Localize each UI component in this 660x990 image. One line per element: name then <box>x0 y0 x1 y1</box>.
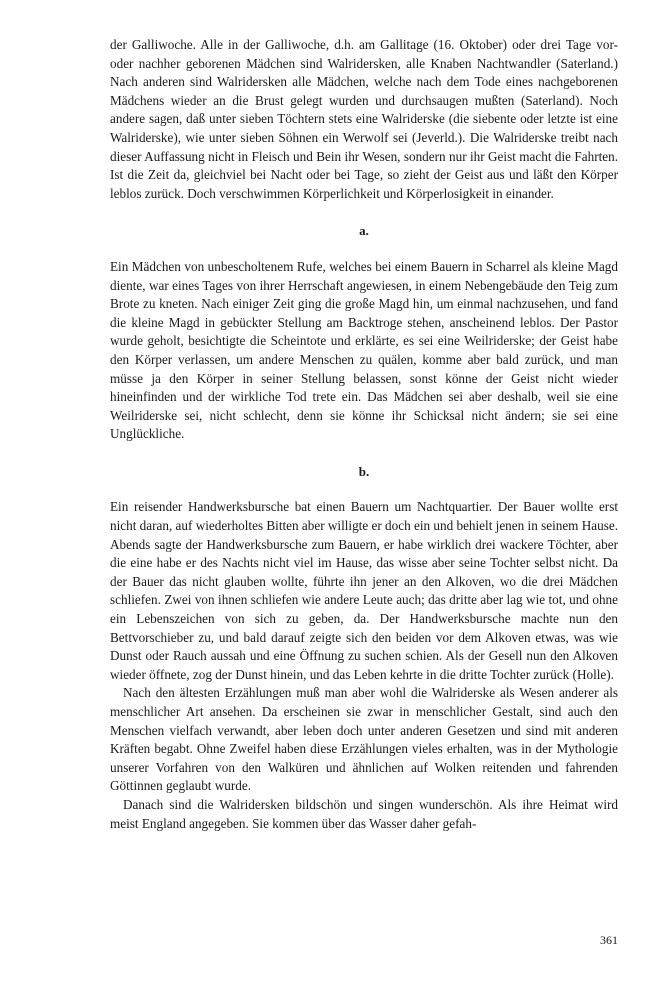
page-number: 361 <box>600 933 618 947</box>
section-b-paragraph: Ein reisender Handwerksbursche bat einen Bauern um Nachtquartier. Der Bauer wollte erst nicht daran, auf wiederholtes Bitten aber willigte er doch ein und behielt jenen in seinem Hause. Abends sagte der Handwerksbursche zum Bauern, er habe wirklich drei wackere Töchter, aber die eine habe er des Nachts nicht viel im Hause, das wisse aber seine Tochter selbst nicht. Da der Bauer das nicht glauben wollte, führte ihn jener an den Alkoven, wo die drei Mädchen schliefen. Zwei von ihnen schliefen wie andere Leute auch; das dritte aber lag wie tot, und ohne ein Lebenszeichen von sich zu geben, da. Der Handwerksbursche machte nun den Bettvorschieber zu, und bald darauf zeigte sich den beiden vor dem Alkoven etwas, was wie Dunst oder Rauch aussah und eine Öffnung zu suchen schien. Als der Gesell nun den Alkoven wieder öffnete, zog der Dunst hinein, und das Leben kehrte in die dritte Tochter zurück (Holle). <box>110 499 618 682</box>
beauty-paragraph: Danach sind die Walridersken bildschön und singen wunderschön. Als ihre Heimat wird meist England angegeben. Sie kommen über das Wasser daher gefah- <box>110 796 618 831</box>
intro-paragraph: der Galliwoche. Alle in der Galliwoche, d.h. am Gallitage (16. Oktober) oder drei Tage vor- oder nachher geborenen Mädchen sind Walridersken, alle Knaben Nachtwandler (Saterland.) Nach anderen sind Walridersken alle Mädchen, welche nach dem Tode eines nachgeborenen Mädchens wieder an die Brust gelegt wurden und durchsaugen mußten (Saterland). Noch andere sagen, daß unter sieben Töchtern stets eine Walriderske (die siebente oder letzte ist eine Walriderske), wie unter sieben Söhnen ein Werwolf sei (Jeverld.). Die Walriderske treibt nach dieser Auffassung nicht in Fleisch und Bein ihr Wesen, sondern nur ihr Geist macht die Fahrten. Ist die Zeit da, gleichviel bei Nacht oder bei Tage, so zieht der Geist aus und läßt den Körper leblos zurück. Doch verschwimmen Körperlichkeit und Körperlosigkeit in einander. <box>110 37 618 201</box>
section-a-paragraph: Ein Mädchen von unbescholtenem Rufe, welches bei einem Bauern in Scharrel als kleine Magd diente, war eines Tages von ihrer Herrschaft angewiesen, in einem Nebengebäude den Teig zum Brote zu kneten. Nach einiger Zeit ging die große Magd hin, um einmal nachzusehen, und fand die kleine Magd in gebückter Stellung am Backtroge stehen, anscheinend leblos. Der Pastor wurde geholt, besichtigte die Scheintote und erklärte, es sei eine Weilriderske; der Geist habe den Körper verlassen, um andere Menschen zu quälen, komme aber bald zurück, und man müsse ja den Körper in seiner Stellung belassen, sonst könne der Geist nicht wieder hineinfinden und der wirkliche Tod trete ein. Das Mädchen sei aber deshalb, weil sie eine Weilriderske sei, nicht schlecht, denn sie könne ihr Schicksal nicht ändern; sie sei eine Unglückliche. <box>110 258 618 442</box>
section-a-heading: a. <box>359 223 369 239</box>
ancient-tales-paragraph: Nach den ältesten Erzählungen muß man aber wohl die Walriderske als Wesen anderer als menschlicher Art ansehen. Da erscheinen sie zwar in menschlicher Gestalt, sind auch den Menschen vielfach verwandt, aber leben doch unter anderen Gesetzen und sind mit anderen Kräften begabt. Ohne Zweifel haben diese Erzählungen vieles erhalten, was in der Mythologie unserer Vorfahren von den Walküren und ähnlichen auf Wolken reitenden und fahrenden Göttinnen geglaubt wurde. <box>110 685 618 794</box>
section-b-heading: b. <box>358 463 370 479</box>
document-page <box>110 36 618 833</box>
